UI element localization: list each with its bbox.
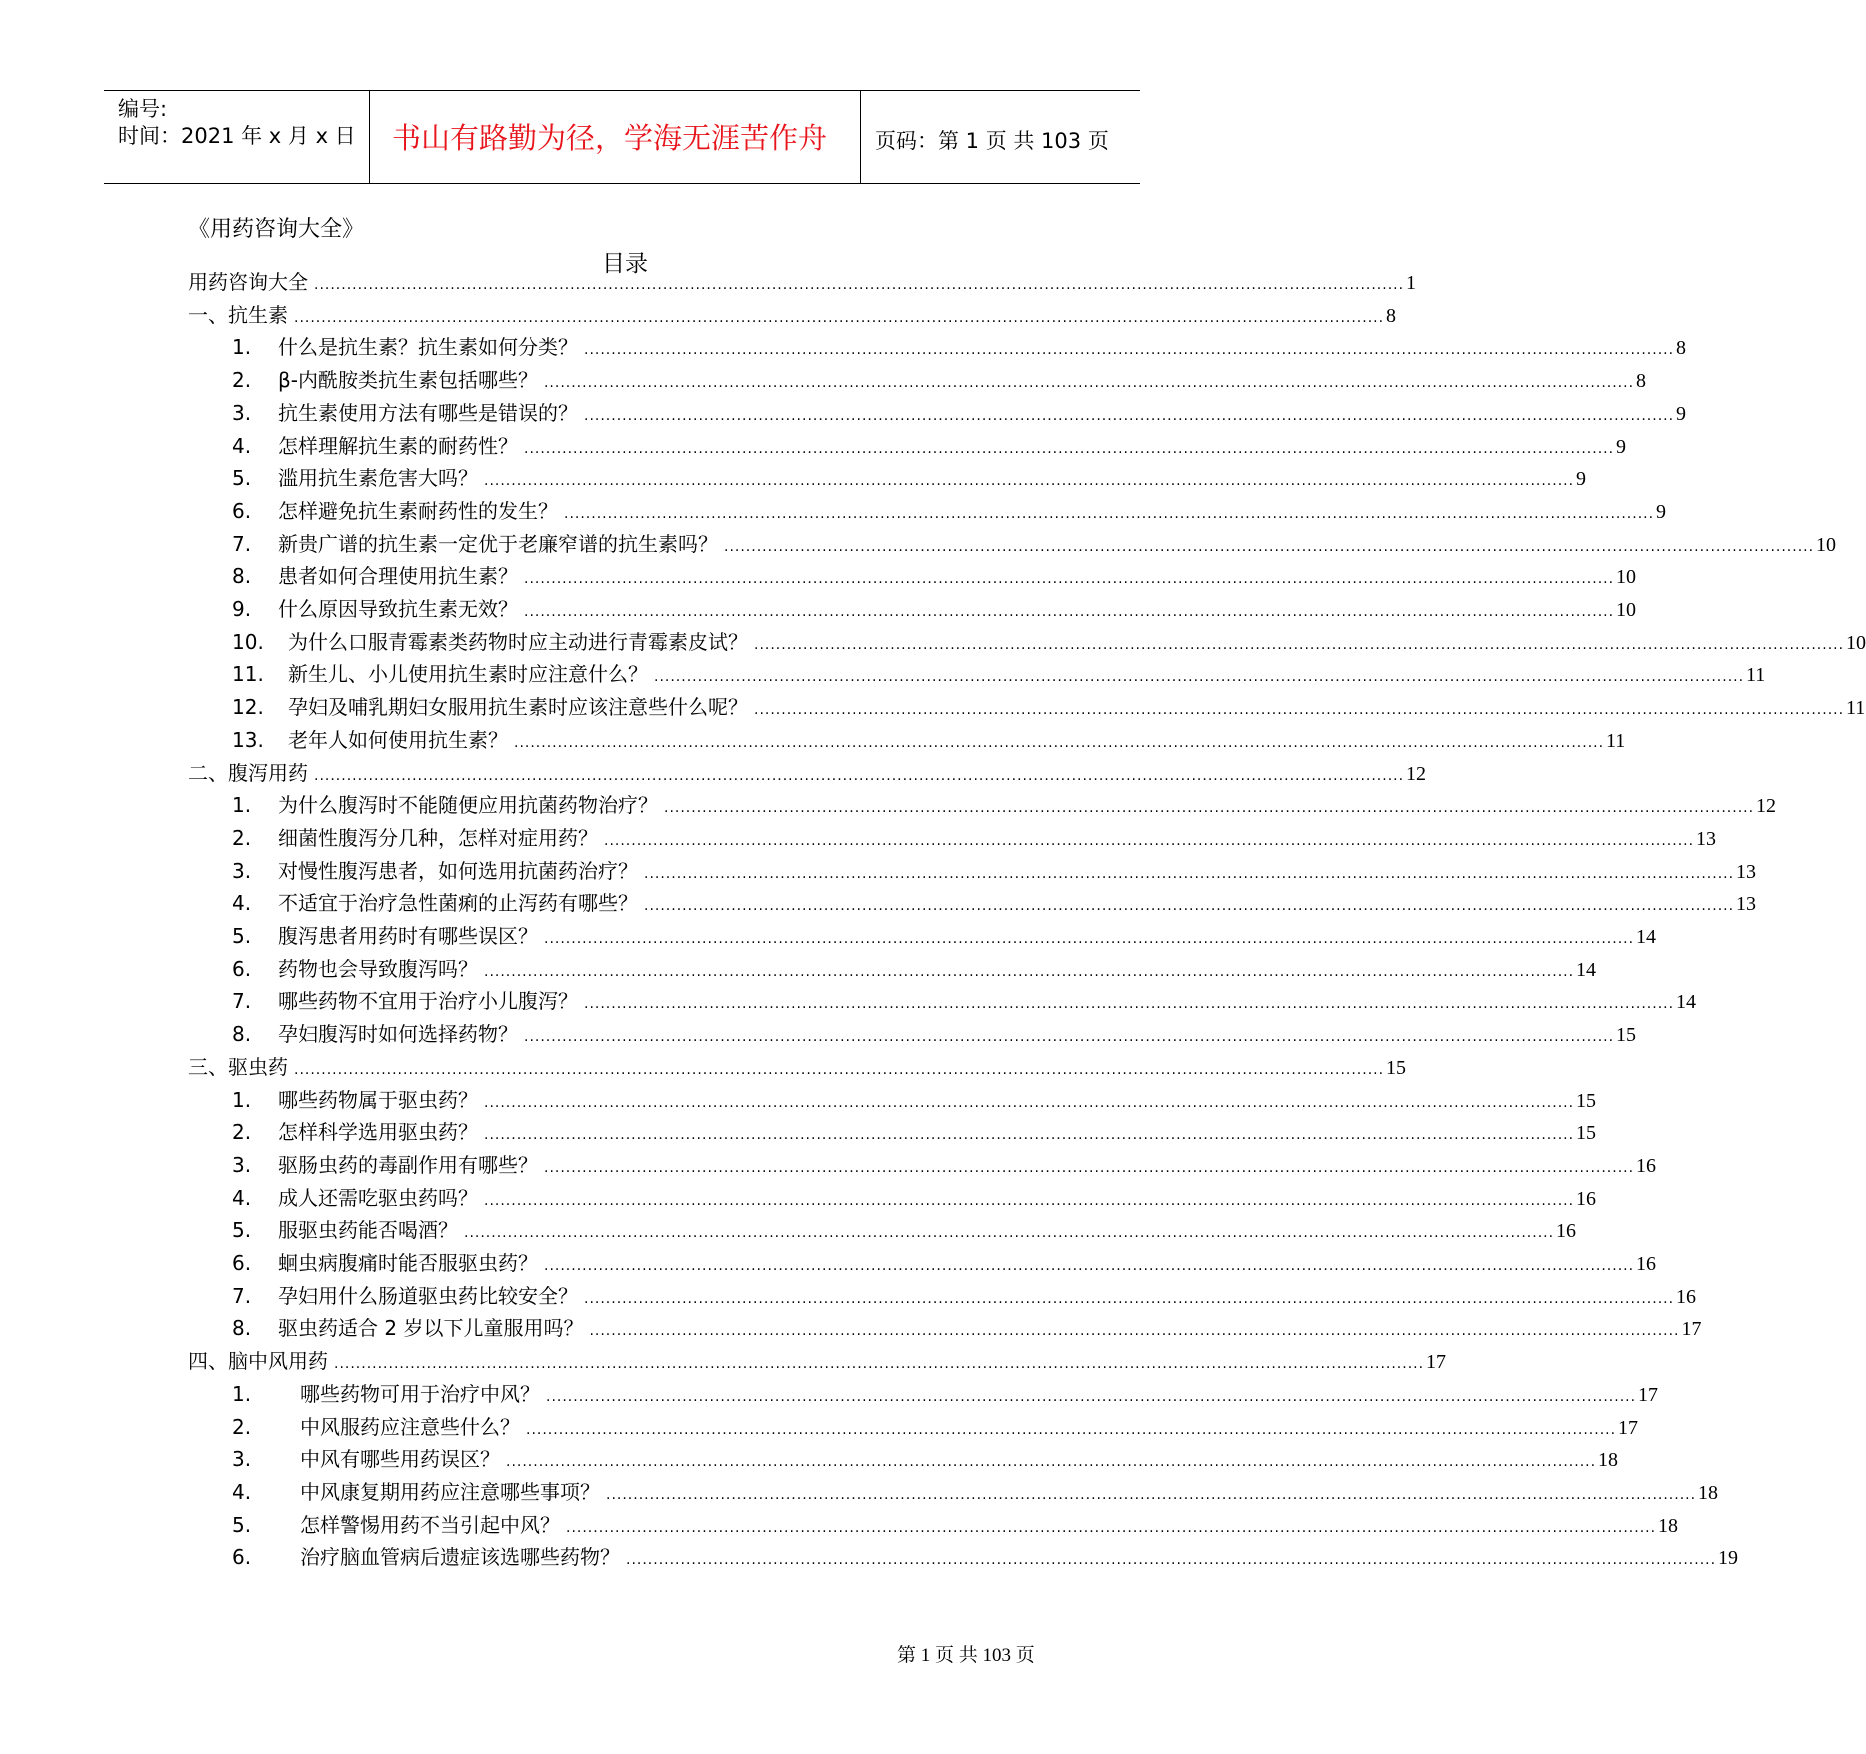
toc-item-number: 3.	[232, 400, 252, 425]
toc-item-number: 5.	[232, 1512, 252, 1537]
toc-item-number: 2.	[232, 368, 252, 393]
toc-item-number: 2.	[232, 1120, 252, 1145]
toc-item-entry[interactable]	[232, 888, 1757, 918]
toc-page-number: 12	[1756, 795, 1777, 818]
toc-item-title: 成人还需吃驱虫药吗？	[278, 1185, 478, 1210]
toc-page-number: 18	[1658, 1514, 1679, 1537]
toc-item-number: 4.	[232, 1479, 252, 1504]
toc-dot-leader: ........................................................................................................................................................................................................	[294, 1061, 1385, 1078]
toc-page-number: 9	[1616, 435, 1627, 458]
toc-item-entry[interactable]	[232, 1379, 1659, 1409]
toc-item-title: 滥用抗生素危害大吗？	[278, 466, 478, 491]
toc-item-entry[interactable]	[232, 1542, 1739, 1572]
toc-page-number: 11	[1846, 697, 1866, 720]
toc-item-number: 5.	[232, 924, 252, 948]
toc-page-number: 15	[1576, 1122, 1597, 1145]
toc-item-entry[interactable]	[232, 365, 1647, 395]
toc-section-entry[interactable]	[188, 1052, 1407, 1082]
toc-dot-leader: ........................................................................................................................................................................................................	[314, 277, 1405, 293]
toc-page-number: 19	[1718, 1547, 1739, 1570]
toc-item-number: 6.	[232, 498, 252, 523]
toc-page-number: 8	[1386, 304, 1397, 327]
toc-item-title: 三、驱虫药	[188, 1054, 288, 1079]
toc-item-number: 4.	[232, 433, 252, 458]
toc-item-number: 9.	[232, 597, 252, 621]
toc-page-number: 9	[1676, 402, 1687, 425]
toc-page-number: 10	[1816, 533, 1837, 556]
toc-dot-leader: ........................................................................................................................................................................................................	[484, 963, 1575, 980]
toc-item-title: 不适宜于治疗急性菌痢的止泻药有哪些？	[278, 891, 638, 916]
toc-page-number: 17	[1681, 1318, 1702, 1341]
toc-item-title: 对慢性腹泻患者，如何选用抗菌药治疗？	[278, 858, 638, 883]
toc-page-number: 9	[1656, 500, 1667, 523]
toc-dot-leader: ........................................................................................................................................................................................................	[484, 473, 1575, 490]
toc-dot-leader: ........................................................................................................................................................................................................	[606, 1486, 1697, 1503]
toc-page-number: 13	[1696, 827, 1717, 850]
toc-item-entry[interactable]	[232, 1085, 1597, 1115]
toc-item-title: 细菌性腹泻分几种，怎样对症用药？	[278, 825, 598, 850]
toc-item-entry[interactable]	[232, 1313, 1702, 1343]
toc-item-number: 5.	[232, 466, 252, 491]
toc-item-entry[interactable]	[232, 1281, 1697, 1311]
toc-page-number: 16	[1556, 1220, 1577, 1243]
toc-item-number: 8.	[232, 1022, 252, 1047]
toc-item-entry[interactable]	[232, 659, 1766, 689]
toc-item-number: 2.	[232, 825, 252, 850]
toc-item-title: 蛔虫病腹痛时能否服驱虫药？	[278, 1251, 538, 1275]
toc-item-title: 驱虫药适合 2 岁以下儿童服用吗？	[278, 1316, 584, 1341]
toc-item-number: 12.	[232, 695, 264, 720]
toc-page-number: 16	[1636, 1253, 1657, 1275]
toc-item-number: 3.	[232, 1152, 252, 1177]
toc-item-entry[interactable]	[232, 790, 1777, 820]
toc-item-entry[interactable]	[232, 1019, 1637, 1049]
toc-item-title: 新贵广谱的抗生素一定优于老廉窄谱的抗生素吗？	[278, 531, 718, 556]
toc-item-title: 中风康复期用药应注意哪些事项？	[300, 1479, 600, 1504]
toc-item-number: 3.	[232, 1447, 252, 1472]
toc-dot-leader: ........................................................................................................................................................................................................	[654, 669, 1745, 686]
toc-item-number: 4.	[232, 1185, 252, 1210]
toc-item-number: 1.	[232, 335, 252, 360]
toc-page-number: 17	[1638, 1383, 1659, 1406]
toc-item-number: 1.	[232, 793, 252, 818]
toc-page-number: 16	[1676, 1285, 1697, 1308]
header-page-label: 页码：第 1 页 共 103 页	[875, 129, 1109, 153]
toc-section-entry[interactable]	[188, 1346, 1447, 1376]
toc-item-entry[interactable]	[232, 529, 1837, 559]
toc-dot-leader: ........................................................................................................................................................................................................	[546, 1388, 1637, 1405]
toc-item-entry[interactable]	[232, 1150, 1657, 1180]
toc-dot-leader: ........................................................................................................................................................................................................	[464, 1225, 1555, 1242]
toc-dot-leader: ........................................................................................................................................................................................................	[544, 1159, 1635, 1176]
toc-page-number: 14	[1636, 926, 1657, 948]
toc-item-entry[interactable]	[232, 921, 1657, 951]
toc-dot-leader: ........................................................................................................................................................................................................	[544, 931, 1635, 947]
toc-page-number: 12	[1406, 762, 1427, 785]
toc-item-number: 7.	[232, 531, 252, 556]
toc-dot-leader: ........................................................................................................................................................................................................	[506, 1454, 1597, 1471]
toc-item-number: 7.	[232, 989, 252, 1014]
toc-item-entry[interactable]	[232, 725, 1626, 755]
toc-page-number: 10	[1616, 599, 1637, 621]
toc-dot-leader: ........................................................................................................................................................................................................	[626, 1552, 1717, 1569]
toc-item-number: 6.	[232, 956, 252, 981]
toc-dot-leader: ........................................................................................................................................................................................................	[543, 375, 1635, 392]
toc-item-title: 二、腹泻用药	[188, 760, 308, 785]
toc-dot-leader: ........................................................................................................................................................................................................	[524, 440, 1615, 457]
toc-item-entry[interactable]	[232, 986, 1697, 1016]
toc-item-entry[interactable]	[232, 1510, 1679, 1540]
toc-dot-leader: ........................................................................................................................................................................................................	[664, 800, 1755, 817]
toc-page-number: 11	[1606, 729, 1626, 752]
toc-item-number: 5.	[232, 1218, 252, 1243]
toc-dot-leader: ........................................................................................................................................................................................................	[754, 702, 1845, 719]
toc-item-number: 11.	[232, 662, 264, 687]
toc-page-number: 18	[1598, 1449, 1619, 1472]
toc-dot-leader: ........................................................................................................................................................................................................	[484, 1094, 1575, 1111]
toc-item-number: 10.	[232, 629, 264, 654]
toc-dot-leader: ........................................................................................................................................................................................................	[524, 1029, 1615, 1046]
toc-page-number: 15	[1616, 1024, 1637, 1047]
toc-item-number: 13.	[232, 727, 264, 752]
toc-item-entry[interactable]	[232, 561, 1637, 591]
toc-page-number: 10	[1846, 631, 1866, 654]
toc-heading: 目录	[602, 251, 648, 277]
toc-item-title: 哪些药物不宜用于治疗小儿腹泻？	[278, 989, 578, 1014]
toc-page-number: 1	[1406, 272, 1417, 294]
toc-dot-leader: ........................................................................................................................................................................................................	[314, 767, 1405, 784]
toc-item-number: 3.	[232, 858, 252, 883]
toc-item-number: 6.	[232, 1545, 252, 1570]
toc-dot-leader: ........................................................................................................................................................................................................	[526, 1421, 1617, 1438]
toc-item-title: 怎样避免抗生素耐药性的发生？	[278, 498, 558, 523]
page-footer: 第 1 页 共 103 页	[897, 1645, 1035, 1666]
toc-item-number: 8.	[232, 564, 252, 589]
toc-dot-leader: ........................................................................................................................................................................................................	[644, 865, 1735, 882]
toc-item-title: 治疗脑血管病后遗症该选哪些药物？	[300, 1545, 620, 1570]
toc-item-title: 新生儿、小儿使用抗生素时应注意什么？	[288, 662, 648, 687]
toc-item-title: 孕妇及哺乳期妇女服用抗生素时应该注意些什么呢？	[288, 695, 748, 720]
toc-page-number: 15	[1576, 1089, 1597, 1112]
toc-dot-leader: ........................................................................................................................................................................................................	[524, 571, 1615, 588]
toc-item-entry[interactable]	[232, 1444, 1619, 1474]
toc-item-title: β-内酰胺类抗生素包括哪些？	[278, 368, 538, 393]
toc-item-number: 7.	[232, 1283, 252, 1308]
toc-dot-leader: ........................................................................................................................................................................................................	[644, 898, 1735, 915]
toc-dot-leader: ........................................................................................................................................................................................................	[589, 1323, 1680, 1340]
toc-item-title: 为什么腹泻时不能随便应用抗菌药物治疗？	[278, 793, 658, 818]
toc-page-number: 13	[1736, 860, 1757, 883]
toc-page-number: 11	[1746, 664, 1766, 687]
toc-dot-leader: ........................................................................................................................................................................................................	[524, 604, 1615, 620]
toc-dot-leader: ........................................................................................................................................................................................................	[566, 1519, 1657, 1536]
toc-page-number: 17	[1426, 1351, 1447, 1374]
toc-item-entry[interactable]	[232, 856, 1757, 886]
toc-page-number: 13	[1736, 893, 1757, 916]
toc-dot-leader: ........................................................................................................................................................................................................	[484, 1192, 1575, 1209]
toc-item-entry[interactable]	[232, 431, 1627, 461]
toc-section-entry[interactable]	[188, 758, 1427, 788]
toc-item-title: 为什么口服青霉素类药物时应主动进行青霉素皮试？	[288, 629, 748, 654]
toc-dot-leader: ........................................................................................................................................................................................................	[564, 505, 1655, 522]
toc-page-number: 8	[1676, 337, 1687, 360]
toc-dot-leader: ........................................................................................................................................................................................................	[294, 309, 1385, 326]
toc-item-title: 老年人如何使用抗生素？	[288, 727, 508, 752]
toc-item-entry[interactable]	[232, 692, 1866, 722]
toc-item-title: 驱肠虫药的毒副作用有哪些？	[278, 1152, 538, 1177]
toc-item-title: 腹泻患者用药时有哪些误区？	[278, 924, 538, 948]
toc-page-number: 16	[1636, 1154, 1657, 1177]
toc-item-entry[interactable]	[232, 823, 1717, 853]
toc-page-number: 14	[1676, 991, 1697, 1014]
header-motto: 书山有路勤为径，学海无涯苦作舟	[392, 121, 828, 155]
toc-dot-leader: ........................................................................................................................................................................................................	[584, 407, 1675, 424]
toc-item-title: 怎样理解抗生素的耐药性？	[278, 433, 518, 458]
toc-item-title: 四、脑中风用药	[188, 1349, 328, 1374]
toc-item-title: 哪些药物属于驱虫药？	[278, 1087, 478, 1112]
toc-dot-leader: ........................................................................................................................................................................................................	[604, 832, 1695, 849]
toc-item-number: 1.	[232, 1381, 252, 1406]
toc-item-entry[interactable]	[232, 1477, 1719, 1507]
toc-item-entry[interactable]	[232, 398, 1687, 428]
toc-item-entry[interactable]	[232, 594, 1637, 624]
toc-item-number: 1.	[232, 1087, 252, 1112]
toc-item-entry[interactable]	[232, 332, 1687, 362]
toc-dot-leader: ........................................................................................................................................................................................................	[514, 734, 1605, 751]
toc-dot-leader: ........................................................................................................................................................................................................	[754, 636, 1845, 653]
toc-item-entry[interactable]	[232, 463, 1587, 493]
toc-dot-leader: ........................................................................................................................................................................................................	[544, 1258, 1635, 1274]
toc-item-entry[interactable]	[232, 954, 1597, 984]
toc-item-entry[interactable]	[232, 1183, 1597, 1213]
toc-dot-leader: ........................................................................................................................................................................................................	[584, 342, 1675, 359]
toc-dot-leader: ........................................................................................................................................................................................................	[334, 1356, 1425, 1373]
toc-item-number: 4.	[232, 891, 252, 916]
toc-item-number: 2.	[232, 1414, 252, 1439]
toc-section-entry[interactable]	[188, 300, 1397, 330]
toc-item-title: 怎样警惕用药不当引起中风？	[300, 1512, 560, 1537]
toc-page-number: 8	[1636, 370, 1647, 393]
toc-page-number: 9	[1576, 468, 1587, 491]
toc-page-number: 18	[1698, 1481, 1719, 1504]
toc-item-entry[interactable]	[232, 496, 1667, 526]
toc-item-title: 孕妇腹泻时如何选择药物？	[278, 1022, 518, 1047]
toc-item-entry[interactable]	[232, 1117, 1597, 1147]
toc-item-title: 服驱虫药能否喝酒？	[278, 1218, 458, 1243]
toc-page-number: 14	[1576, 958, 1597, 981]
toc-item-title: 用药咨询大全	[188, 270, 308, 294]
toc-dot-leader: ........................................................................................................................................................................................................	[484, 1127, 1575, 1144]
toc-dot-leader: ........................................................................................................................................................................................................	[584, 996, 1675, 1013]
toc-item-title: 中风服药应注意些什么？	[300, 1414, 520, 1439]
toc-dot-leader: ........................................................................................................................................................................................................	[724, 538, 1815, 555]
toc-dot-leader: ........................................................................................................................................................................................................	[584, 1290, 1675, 1307]
toc-item-title: 一、抗生素	[188, 302, 288, 327]
toc-item-title: 哪些药物可用于治疗中风？	[300, 1381, 540, 1406]
toc-page-number: 17	[1618, 1416, 1639, 1439]
toc-item-title: 患者如何合理使用抗生素？	[278, 564, 518, 589]
document-title: 《用药咨询大全》	[188, 217, 365, 242]
toc-item-entry[interactable]	[232, 1412, 1639, 1442]
toc-page-number: 16	[1576, 1187, 1597, 1210]
serial-number-label: 编号:	[118, 97, 168, 121]
toc-section-entry[interactable]	[188, 267, 1417, 297]
toc-item-title: 孕妇用什么肠道驱虫药比较安全？	[278, 1283, 578, 1308]
toc-item-number: 8.	[232, 1316, 252, 1341]
toc-item-title: 什么是抗生素？抗生素如何分类？	[278, 335, 578, 360]
toc-item-entry[interactable]	[232, 1215, 1577, 1245]
toc-item-entry[interactable]	[232, 627, 1866, 657]
time-label: 时间：2021 年 x 月 x 日	[118, 124, 356, 148]
toc-item-title: 怎样科学选用驱虫药？	[278, 1120, 478, 1145]
toc-item-entry[interactable]	[232, 1248, 1657, 1278]
toc-item-number: 6.	[232, 1251, 252, 1275]
toc-item-title: 药物也会导致腹泻吗？	[278, 956, 478, 981]
toc-item-title: 什么原因导致抗生素无效？	[278, 597, 518, 621]
toc-page-number: 15	[1386, 1056, 1407, 1079]
toc-item-title: 中风有哪些用药误区？	[300, 1447, 500, 1472]
toc-page-number: 10	[1616, 566, 1637, 589]
toc-item-title: 抗生素使用方法有哪些是错误的？	[278, 400, 578, 425]
